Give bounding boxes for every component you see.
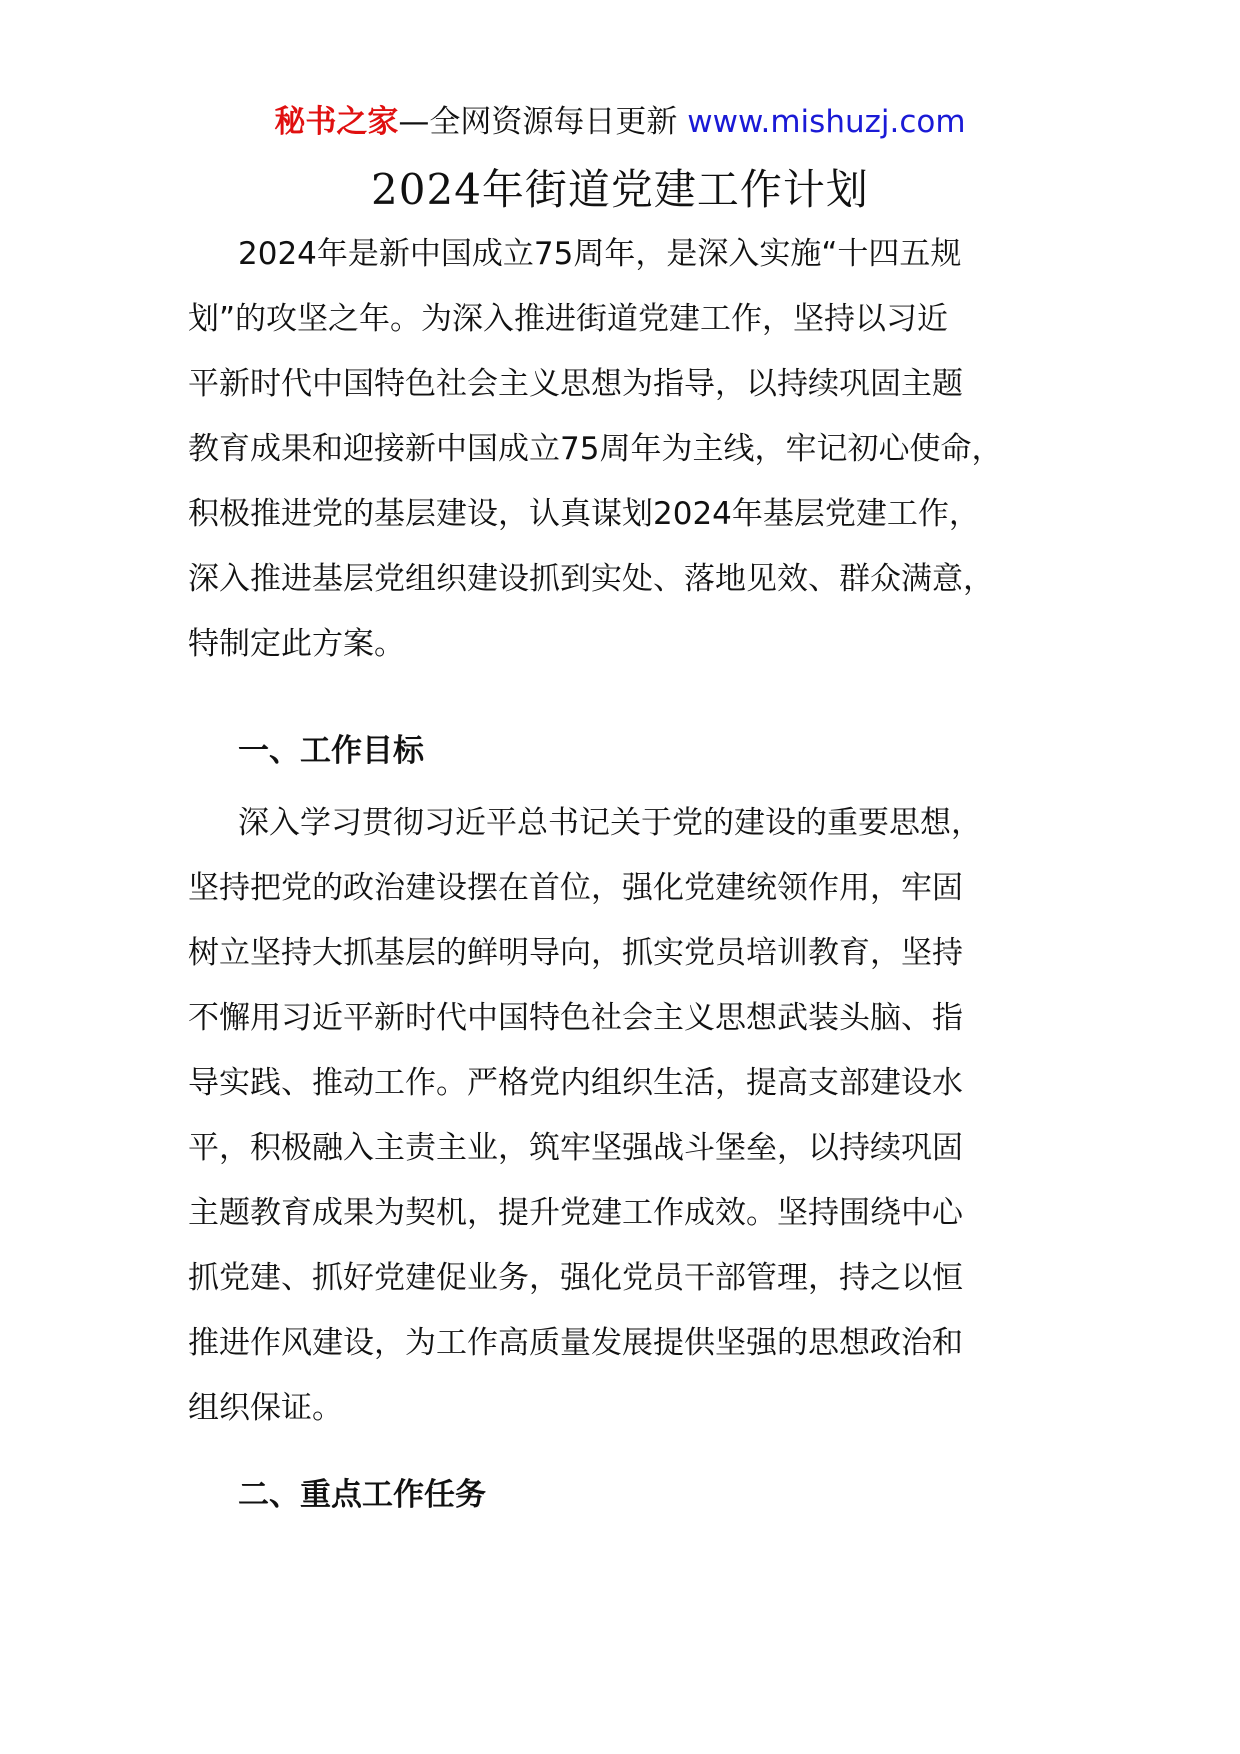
paragraph-line: 推进作风建设，为工作高质量发展提供坚强的思想政治和 [188,1325,963,1361]
goals-paragraph [188,791,1088,1441]
paragraph-line: 积极推进党的基层建设，认真谋划2024年基层党建工作， [188,496,980,532]
paragraph-line: 坚持把党的政治建设摆在首位，强化党建统领作用，牢固 [188,870,963,906]
brand-name: 秘书之家 [274,104,399,140]
paragraph-line: 特制定此方案。 [188,626,405,662]
paragraph-line: 2024年是新中国成立75周年，是深入实施“十四五规 [238,236,962,272]
paragraph-line: 平新时代中国特色社会主义思想为指导，以持续巩固主题 [188,366,963,402]
section-heading-goals: 一、工作目标 [238,733,424,769]
section-heading-tasks: 二、重点工作任务 [238,1477,486,1513]
intro-paragraph [188,222,1088,677]
section-heading-goals-wrap [188,719,1088,784]
section-heading-tasks-wrap [188,1463,1088,1528]
header-tagline: —全网资源每日更新 [398,104,688,140]
site-header [0,100,1240,144]
paragraph-line: 树立坚持大抓基层的鲜明导向，抓实党员培训教育，坚持 [188,935,963,971]
paragraph-line: 平，积极融入主责主业，筑牢坚强战斗堡垒，以持续巩固 [188,1130,963,1166]
paragraph-line: 组织保证。 [188,1390,343,1426]
paragraph-line: 不懈用习近平新时代中国特色社会主义思想武装头脑、指 [188,1000,963,1036]
paragraph-line: 教育成果和迎接新中国成立75周年为主线，牢记初心使命， [188,431,1003,467]
paragraph-line: 主题教育成果为契机，提升党建工作成效。坚持围绕中心 [188,1195,963,1231]
paragraph-line: 深入学习贯彻习近平总书记关于党的建设的重要思想， [238,805,982,841]
paragraph-line: 抓党建、抓好党建促业务，强化党员干部管理，持之以恒 [188,1260,963,1296]
paragraph-line: 划”的攻坚之年。为深入推进街道党建工作，坚持以习近 [188,301,949,337]
site-url-link[interactable]: www.mishuzj.com [687,104,966,140]
document-title: 2024年街道党建工作计划 [371,165,869,214]
paragraph-line: 深入推进基层党组织建设抓到实处、落地见效、群众满意， [188,561,994,597]
paragraph-line: 导实践、推动工作。严格党内组织生活，提高支部建设水 [188,1065,963,1101]
